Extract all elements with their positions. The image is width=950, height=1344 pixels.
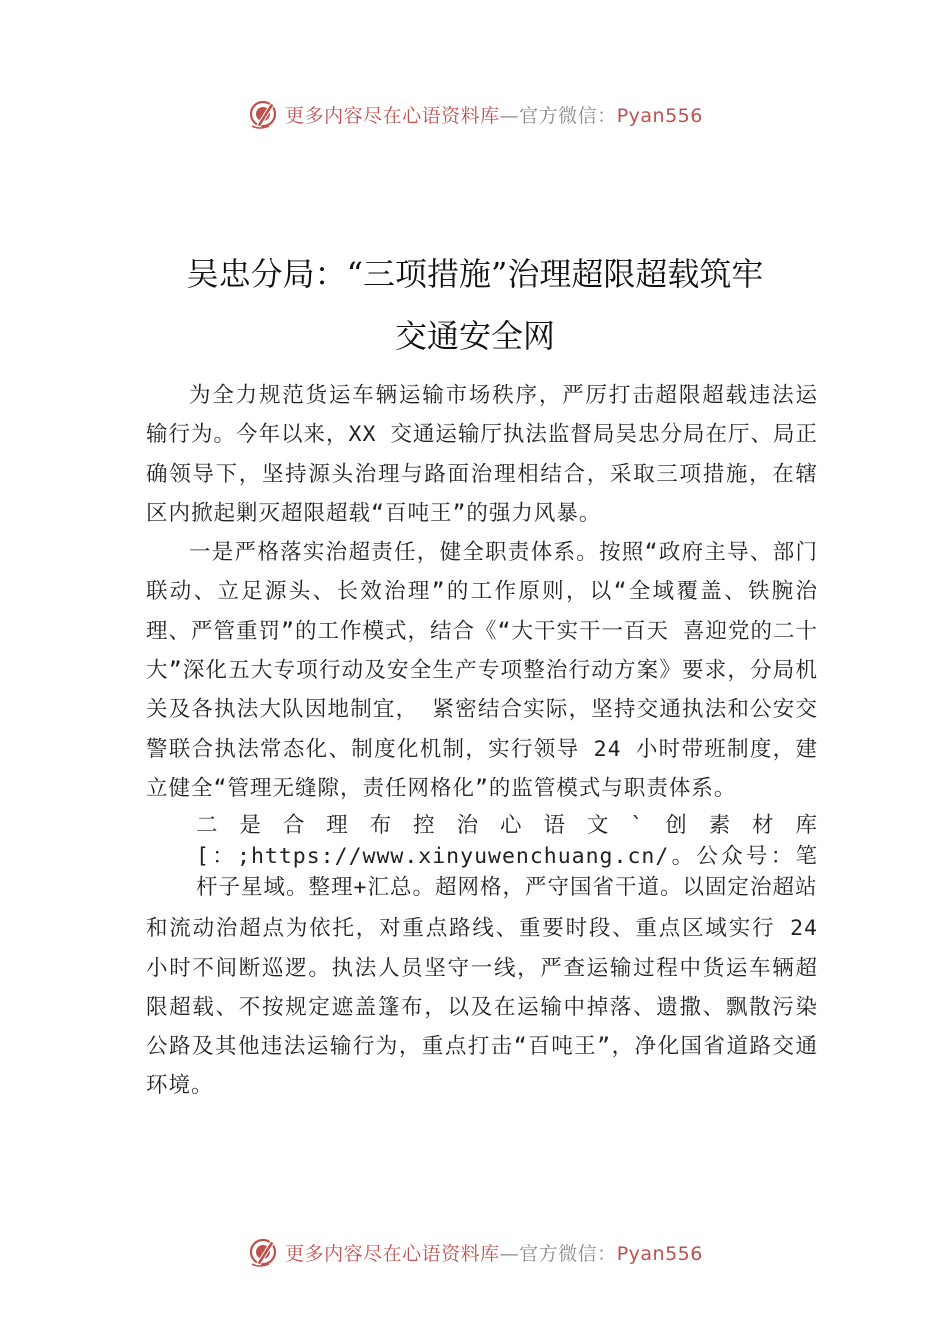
watermark-official: 官方微信：: [519, 104, 617, 127]
header-watermark-banner: [0, 94, 950, 134]
title-line-1: 吴忠分局：“三项措施”治理超限超载筑牢: [186, 255, 764, 294]
paragraph-measure-2: 二是合理布控治心语文`创素材库[：;https://www.xinyuwenchuang.cn/。公众号：笔杆子星域。整理+汇总。超网格，严守国省干道。以固定治超站: [196, 813, 818, 901]
watermark-sep: —: [499, 1242, 520, 1265]
pen-logo-icon: [247, 1235, 281, 1269]
header-watermark-text: [285, 101, 703, 128]
paragraph-measure-2-continued: 和流动治超点为依托，对重点路线、重要时段、重点区域实行 24 小时不间断巡逻。执法人员坚守一线，严查运输过程中货运车辆超限超载、不按规定遮盖篷布，以及在运输中掉落、遗撒、飘散污染公路及其他违法运输行为，重点打击“百吨王”，净化国省道路交通环境。: [146, 916, 818, 1099]
watermark-official: 官方微信：: [519, 1242, 617, 1265]
paragraph-intro: 为全力规范货运车辆运输市场秩序，严厉打击超限超载违法运输行为。今年以来，XX 交通运输厅执法监督局吴忠分局在厅、局正确领导下，坚持源头治理与路面治理相结合，采取三项措施，在辖区内掀起剿灭超限超载“百吨王”的强力风暴。: [146, 383, 818, 526]
watermark-main: 更多内容尽在心语资料库: [285, 104, 500, 127]
paragraph-measure-1: 一是严格落实治超责任，健全职责体系。按照“政府主导、部门联动、立足源头、长效治理”的工作原则，以“全域覆盖、铁腕治理、严管重罚”的工作模式，结合《“大干实干一百天 喜迎党的二十大”深化五大专项行动及安全生产专项整治行动方案》要求，分局机关及各执法大队因地制宜， 紧密结合实际，坚持交通执法和公安交警联合执法常态化、制度化机制，实行领导 24 小时带班制度，建立健全“管理无缝隙，责任网格化”的监管模式与职责体系。: [146, 540, 818, 801]
document-title: [0, 243, 950, 367]
footer-watermark-banner: [0, 1232, 950, 1272]
watermark-wechat-id: Pyan556: [616, 1242, 703, 1265]
pen-logo-icon: [247, 97, 281, 131]
watermark-wechat-id: Pyan556: [616, 104, 703, 127]
watermark-sep: —: [499, 104, 520, 127]
footer-watermark-text: [285, 1239, 703, 1266]
watermark-main: 更多内容尽在心语资料库: [285, 1242, 500, 1265]
title-line-2: 交通安全网: [394, 317, 555, 356]
document-body: [146, 376, 818, 1106]
